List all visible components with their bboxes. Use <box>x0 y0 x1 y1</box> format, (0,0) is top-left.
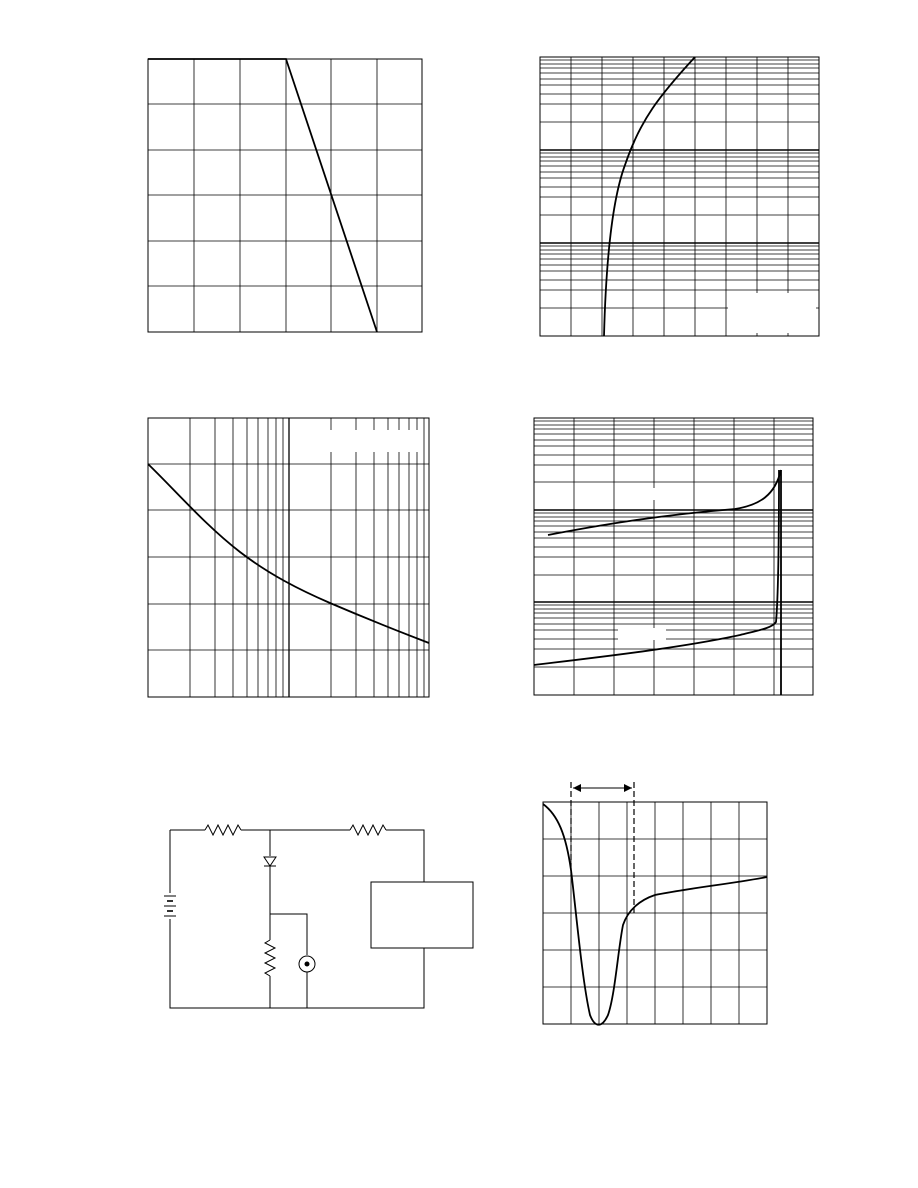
chart-1-curve <box>148 59 377 332</box>
resistor-vertical <box>265 940 275 976</box>
circuit-wire-probe-top <box>270 914 307 955</box>
chart-1-grid <box>148 59 422 332</box>
chart-4-frame <box>534 418 813 695</box>
resistor-top-left <box>205 825 241 835</box>
chart-2-curve <box>604 57 695 336</box>
instrument-box <box>371 882 473 948</box>
bnc-connector-icon <box>299 956 315 972</box>
chart-4-label-box-lower <box>618 628 666 640</box>
chart-6 <box>543 782 767 1025</box>
chart-2 <box>540 57 819 336</box>
chart-3-legend-box <box>306 430 418 452</box>
double-arrow-icon <box>573 784 632 792</box>
chart-2-legend-box <box>728 293 816 333</box>
resistor-top-right <box>350 825 386 835</box>
chart-4-curve-upper <box>548 470 781 535</box>
diode-icon <box>264 857 276 866</box>
chart-4 <box>534 418 813 695</box>
circuit-wire-top-right <box>386 830 424 882</box>
circuit-diagram <box>164 825 473 1008</box>
battery-icon <box>164 896 176 916</box>
chart-1 <box>148 59 422 332</box>
chart-3 <box>148 418 429 697</box>
chart-4-grid <box>534 418 813 695</box>
chart-1-frame <box>148 59 422 332</box>
chart-3-grid <box>148 418 429 697</box>
chart-4-label-box-upper <box>622 488 670 500</box>
